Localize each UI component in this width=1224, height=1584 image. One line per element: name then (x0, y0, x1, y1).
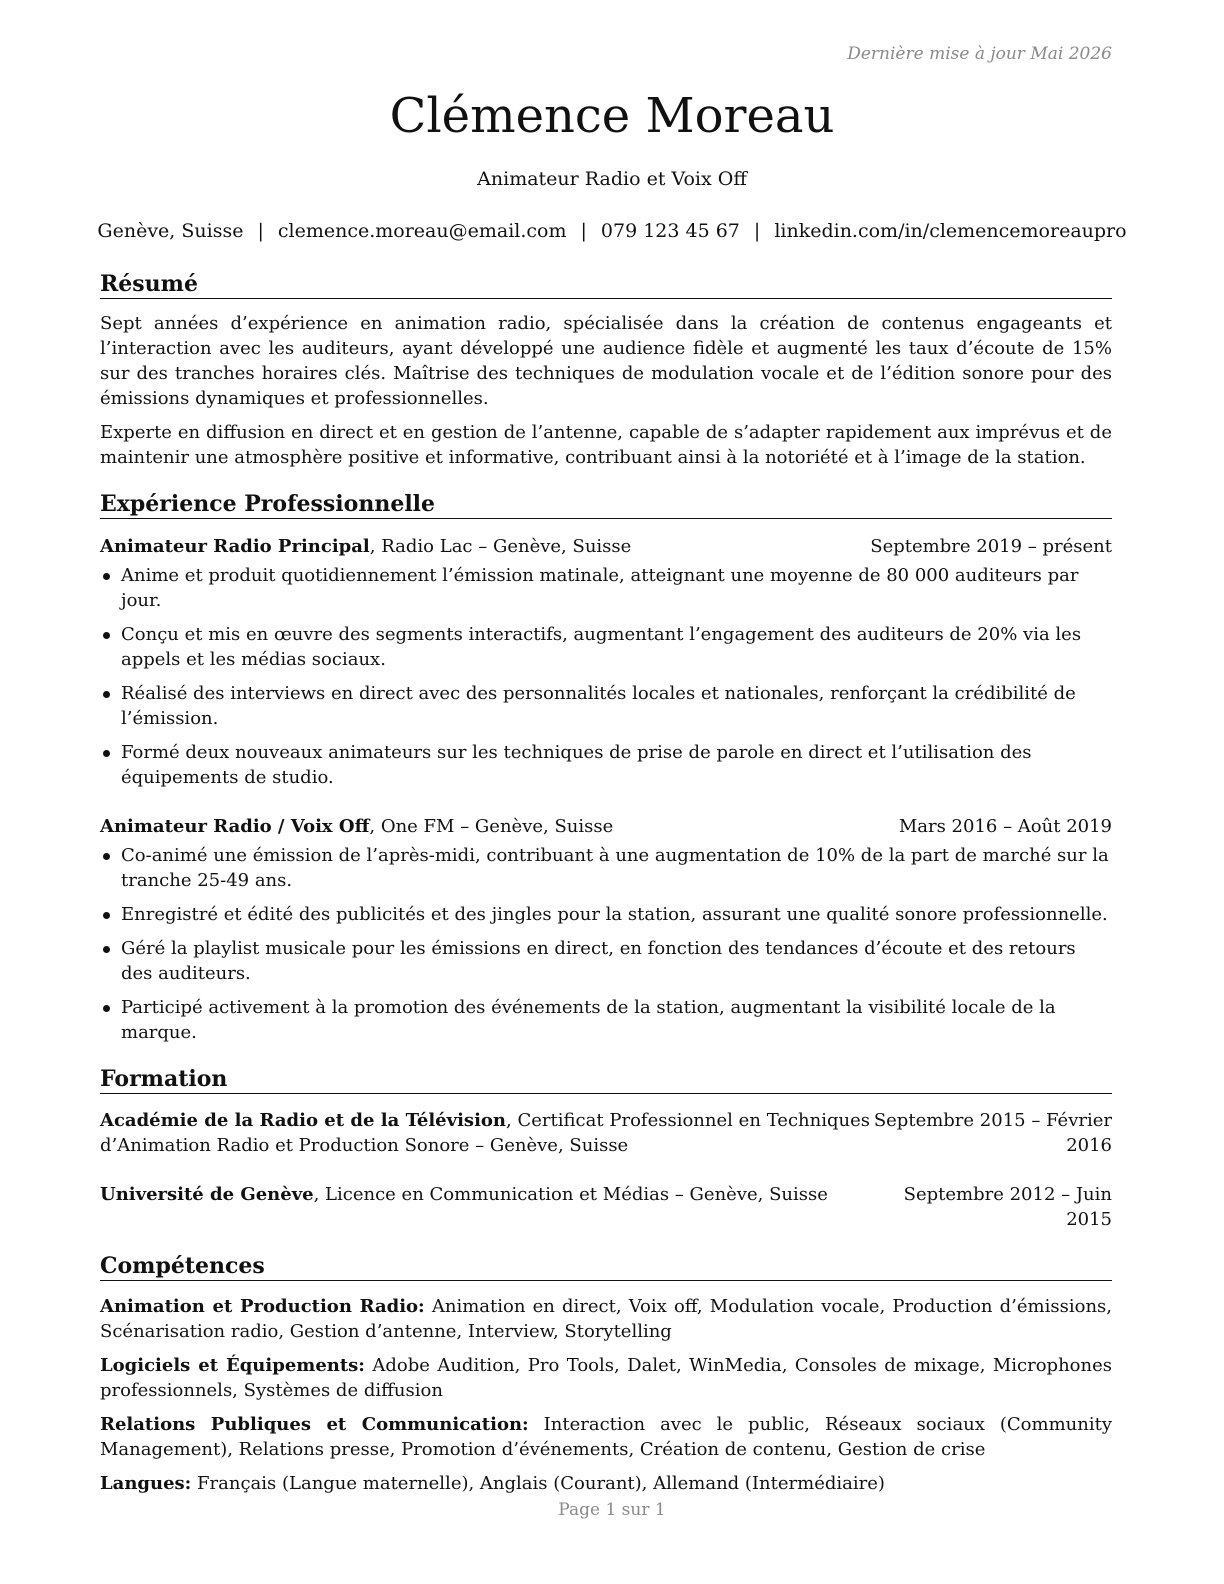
contact-separator: | (753, 220, 761, 242)
education-date: Septembre 2015 – Février 2016 (873, 1110, 1112, 1156)
education-text (100, 1182, 870, 1232)
summary-section (100, 270, 1112, 470)
education-entry (100, 1108, 1112, 1158)
job-entry (100, 534, 1112, 790)
job-bullets (100, 563, 1112, 790)
summary-paragraph: Sept années d’expérience en animation radio, spécialisée dans la création de contenus engageants et l’interaction avec les auditeurs, ayant développé une audience fidèle et augmenté les taux d’écoute de 15% sur des tranches horaires clés. Maîtrise des techniques de modulation vocale et de l’édition sonore pour des émissions dynamiques et professionnelles. (100, 313, 1112, 409)
job-date: Septembre 2019 – présent (870, 536, 1112, 557)
job-role-line (100, 814, 613, 839)
job-role-line (100, 534, 631, 559)
education-detail: , Certificat Professionnel en Techniques d’Animation Radio et Production Sonore – Genève, Suisse (100, 1110, 870, 1156)
skill-text: Animation en direct, Voix off, Modulation vocale, Production d’émissions, Scénarisation radio, Gestion d’antenne, Interview, Storytelling (100, 1296, 1112, 1342)
skill-label: Relations Publiques et Communication: (100, 1414, 529, 1435)
education-date: Septembre 2012 – Juin 2015 (903, 1184, 1112, 1230)
list-item: Conçu et mis en œuvre des segments interactifs, augmentant l’engagement des auditeurs de 20% via les appels et les médias sociaux. (100, 622, 1112, 672)
education-school: Académie de la Radio et de la Télévision (100, 1110, 506, 1131)
education-entry (100, 1182, 1112, 1232)
job-header (100, 534, 1112, 559)
contact-separator: | (257, 220, 264, 242)
skill-label: Langues: (100, 1473, 192, 1494)
contact-linkedin[interactable]: linkedin.com/in/clemencemoreaupro (774, 220, 1127, 242)
skill-line (100, 1294, 1112, 1344)
skill-label: Logiciels et Équipements: (100, 1355, 365, 1376)
job-role: Animateur Radio Principal (100, 536, 370, 557)
summary-paragraph: Experte en diffusion en direct et en gestion de l’antenne, capable de s’adapter rapidement aux imprévus et de maintenir une atmosphère positive et informative, contribuant ainsi à la notoriété et à l’image de la station. (100, 422, 1112, 468)
contact-line (0, 218, 1224, 244)
list-item: Réalisé des interviews en direct avec des personnalités locales et nationales, renforçant la crédibilité de l’émission. (100, 681, 1112, 731)
skill-label: Animation et Production Radio: (100, 1296, 425, 1317)
education-detail: , Licence en Communication et Médias – Genève, Suisse (313, 1184, 828, 1205)
contact-phone[interactable]: 079 123 45 67 (600, 220, 740, 242)
experience-section (100, 490, 1112, 1045)
page-number: Page 1 sur 1 (558, 1500, 666, 1520)
list-item: Participé activement à la promotion des événements de la station, augmentant la visibilité locale de la marque. (100, 995, 1112, 1045)
list-item: Co-animé une émission de l’après-midi, contribuant à une augmentation de 10% de la part de marché sur la tranche 25-49 ans. (100, 843, 1112, 893)
education-text (100, 1108, 870, 1158)
skill-line (100, 1353, 1112, 1403)
contact-separator: | (580, 220, 587, 242)
job-org: , Radio Lac – Genève, Suisse (369, 536, 632, 557)
job-header (100, 814, 1112, 839)
job-org: , One FM – Genève, Suisse (369, 816, 614, 837)
candidate-name: Clémence Moreau (389, 88, 835, 144)
job-entry (100, 814, 1112, 1045)
job-date: Mars 2016 – Août 2019 (898, 816, 1112, 837)
skill-text: Français (Langue maternelle), Anglais (Courant), Allemand (Intermédiaire) (191, 1473, 885, 1494)
job-bullets (100, 843, 1112, 1045)
resume-content (100, 270, 1112, 1496)
education-school: Université de Genève (100, 1184, 314, 1205)
list-item: Formé deux nouveaux animateurs sur les techniques de prise de parole en direct et l’utilisation des équipements de studio. (100, 740, 1112, 790)
last-updated: Dernière mise à jour Mai 2026 (847, 44, 1112, 64)
list-item: Anime et produit quotidiennement l’émission matinale, atteignant une moyenne de 80 000 auditeurs par jour. (100, 563, 1112, 613)
skill-text: Interaction avec le public, Réseaux sociaux (Community Management), Relations presse, Promotion d’événements, Création de contenu, Gestion de crise (100, 1414, 1112, 1460)
list-item: Enregistré et édité des publicités et des jingles pour la station, assurant une qualité sonore professionnelle. (100, 902, 1112, 927)
education-section (100, 1065, 1112, 1232)
list-item: Géré la playlist musicale pour les émissions en direct, en fonction des tendances d’écoute et des retours des auditeurs. (100, 936, 1112, 986)
section-title: Formation (100, 1065, 1112, 1094)
contact-email[interactable]: clemence.moreau@email.com (277, 220, 567, 242)
contact-location: Genève, Suisse (97, 220, 244, 242)
section-title: Résumé (100, 270, 1112, 299)
skills-section (100, 1252, 1112, 1496)
section-title: Expérience Professionnelle (100, 490, 1112, 519)
skill-line (100, 1471, 1112, 1496)
skill-line (100, 1412, 1112, 1462)
job-title: Animateur Radio et Voix Off (477, 168, 747, 190)
job-role: Animateur Radio / Voix Off (100, 816, 370, 837)
section-title: Compétences (100, 1252, 1112, 1281)
skill-text: Adobe Audition, Pro Tools, Dalet, WinMedia, Consoles de mixage, Microphones professionnels, Systèmes de diffusion (100, 1355, 1112, 1401)
